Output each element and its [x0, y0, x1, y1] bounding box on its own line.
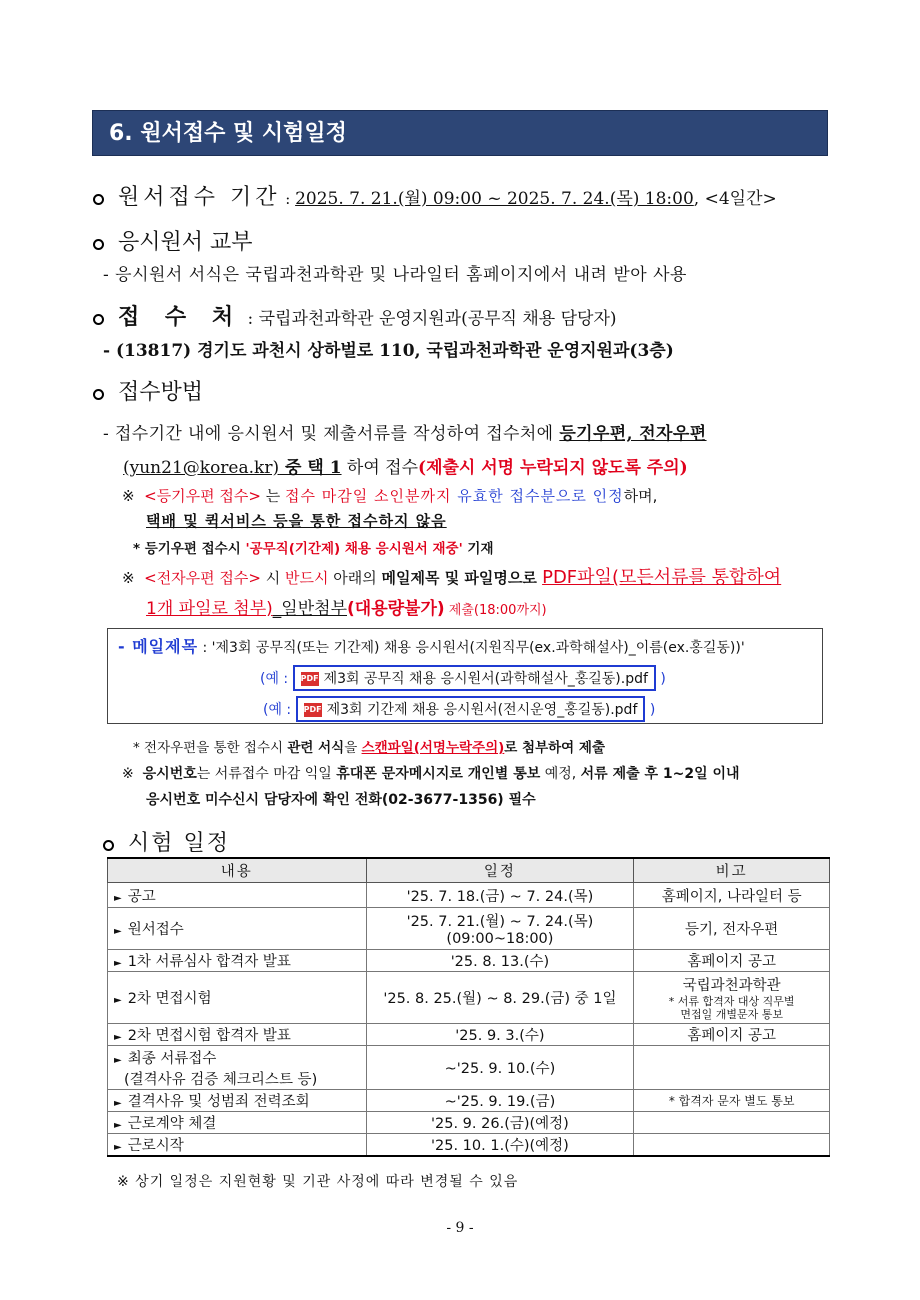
schedule-date: ~'25. 9. 10.(수): [366, 1046, 634, 1090]
reception-period-label: 원서접수 기간: [118, 185, 281, 210]
example-1: [260, 665, 666, 691]
note-text: 서류 제출 후 1~2일 이내: [580, 766, 740, 782]
mail-subject-line: [118, 634, 745, 657]
note-text: * 전자우편을 통한 접수시: [133, 740, 288, 756]
submit-deadline: 제출(18:00까지): [444, 603, 547, 618]
table-row: [108, 1134, 830, 1157]
triangle-icon: ►: [114, 995, 122, 1006]
schedule-note: [634, 1046, 830, 1090]
note-text: 휴대폰 문자메시지로 개인별 통보: [336, 766, 541, 782]
reference-mark: ※: [122, 766, 134, 782]
schedule-date: '25. 8. 13.(수): [366, 950, 634, 972]
schedule-item: 2차 면접시험: [127, 991, 212, 1007]
schedule-item: 근로계약 체결: [127, 1116, 217, 1132]
column-header: 일정: [366, 858, 634, 883]
no-large-file: (대용량불가): [347, 599, 445, 619]
reception-place-label: 접 수 처: [118, 304, 243, 330]
schedule-note: [634, 1112, 830, 1134]
schedule-date: '25. 9. 26.(금)(예정): [366, 1112, 634, 1134]
schedule-footnote: ※ 상기 일정은 지원현황 및 기관 사정에 따라 변경될 수 있음: [117, 1174, 519, 1190]
method-label: 접수방법: [118, 380, 204, 405]
method-para-2: [123, 453, 688, 478]
schedule-item-detail: (결격사유 검증 체크리스트 등): [124, 1071, 318, 1088]
table-header-row: [108, 858, 830, 883]
form-issue-heading: [93, 225, 253, 256]
note-text: 는: [260, 487, 286, 505]
postmark-deadline: 접수 마감일 소인분까지: [285, 487, 452, 505]
reception-address: - (13817) 경기도 과천시 상하벌로 110, 국립과천과학관 운영지원과(3층): [103, 341, 674, 361]
registered-mail-label-note: [133, 537, 494, 557]
schedule-note: 홈페이지 공고: [634, 950, 830, 972]
example-2: [263, 696, 655, 722]
table-row: [108, 1090, 830, 1112]
schedule-item: 결격사유 및 성범죄 전력조회: [127, 1094, 310, 1110]
note-text: 하며,: [623, 487, 658, 505]
schedule-item: 근로시작: [127, 1138, 184, 1154]
circle-bullet-icon: [93, 194, 104, 205]
reception-period-tail: , <4일간>: [693, 189, 777, 209]
reception-place-line: [93, 300, 617, 331]
schedule-table: [107, 857, 830, 1157]
scan-file-note: [133, 736, 605, 756]
schedule-item: 원서접수: [127, 922, 184, 938]
single-file: 1개 파일로 첨부): [146, 599, 273, 619]
triangle-icon: ►: [114, 1032, 122, 1043]
file-name: 제3회 공무직 채용 응시원서(과학해설사_홍길동).pdf: [323, 671, 648, 687]
mail-subject-box: [107, 628, 823, 724]
schedule-heading: [103, 826, 230, 857]
note-text: 시: [260, 569, 286, 587]
column-header: 비고: [634, 858, 830, 883]
envelope-label: '공무직(기간제) 채용 응시원서 재중': [245, 541, 463, 557]
note-text: 아래의: [328, 569, 382, 587]
schedule-date: '25. 9. 3.(수): [366, 1024, 634, 1046]
reception-place-value: : 국립과천과학관 운영지원과(공무직 채용 담당자): [242, 309, 617, 329]
table-row: [108, 1112, 830, 1134]
table-row: [108, 908, 830, 950]
table-row: [108, 972, 830, 1024]
note-text: 을: [344, 740, 362, 756]
schedule-item: 1차 서류심사 합격자 발표: [127, 954, 291, 970]
file-name: 제3회 기간제 채용 응시원서(전시운영_홍길동).pdf: [326, 702, 638, 718]
note-text: 로 첨부하여 제출: [504, 740, 605, 756]
circle-bullet-icon: [103, 840, 114, 851]
reception-period-line: [93, 180, 777, 211]
general-attach: _일반첨부: [272, 599, 347, 619]
schedule-date: '25. 7. 18.(금) ~ 7. 24.(목): [366, 883, 634, 908]
table-row: [108, 950, 830, 972]
schedule-item: 최종 서류접수: [127, 1050, 217, 1067]
schedule-note: 홈페이지, 나라일터 등: [634, 883, 830, 908]
registered-mail-note: [122, 485, 657, 506]
separator: :: [280, 190, 296, 208]
email-submission-note: [122, 563, 781, 589]
section-title: 6. 원서접수 및 시험일정: [109, 121, 347, 146]
schedule-note: 등기, 전자우편: [634, 908, 830, 950]
schedule-item: 공고: [127, 888, 156, 905]
schedule-note: [634, 1134, 830, 1157]
pdf-icon: PDF: [304, 703, 322, 717]
note-text: 기재: [462, 541, 494, 557]
column-header: 내용: [108, 858, 367, 883]
signature-warning: (제출시 서명 누락되지 않도록 주의): [418, 458, 688, 478]
method-channels: 등기우편, 전자우편: [559, 424, 707, 444]
method-para-1: [103, 419, 707, 444]
example-close: ): [645, 702, 656, 718]
must-text: 반드시: [285, 569, 329, 587]
mail-subject-format: : '제3회 공무직(또는 기간제) 채용 응시원서(지원직무(ex.과학해설사)_이름(ex.홍길동))': [198, 640, 745, 656]
example-close: ): [655, 671, 666, 687]
triangle-icon: ►: [114, 1054, 122, 1066]
schedule-note-detail: 면접일 개별문자 통보: [680, 1008, 783, 1021]
triangle-icon: ►: [114, 958, 122, 969]
schedule-item: 2차 면접시험 합격자 발표: [127, 1028, 291, 1044]
triangle-icon: ►: [114, 892, 122, 904]
circle-bullet-icon: [93, 239, 104, 250]
choose-one: 중 택 1: [279, 458, 342, 478]
note-text: 예정,: [540, 766, 581, 782]
schedule-label: 시험 일정: [128, 831, 231, 856]
note-text: 응시번호: [142, 766, 197, 782]
table-row: [108, 1046, 830, 1090]
email-submission-note-2: [146, 594, 547, 619]
email-address-link[interactable]: (yun21@korea.kr): [123, 458, 280, 478]
schedule-note-detail: * 서류 합격자 대상 직무별: [668, 995, 795, 1008]
note-text: 관련 서식: [287, 740, 345, 756]
note-text: 는 서류접수 마감 익일: [196, 766, 337, 782]
schedule-date: ~'25. 9. 19.(금): [366, 1090, 634, 1112]
schedule-date: '25. 10. 1.(수)(예정): [366, 1134, 634, 1157]
scan-file-warning: 스캔파일(서명누락주의): [361, 740, 505, 756]
table-row: [108, 1024, 830, 1046]
schedule-note: * 합격자 문자 별도 통보: [634, 1090, 830, 1112]
schedule-time: (09:00~18:00): [446, 931, 554, 947]
circle-bullet-icon: [93, 389, 104, 400]
method-text: - 접수기간 내에 응시원서 및 제출서류를 작성하여 접수처에: [103, 424, 560, 444]
schedule-date: '25. 8. 25.(월) ~ 8. 29.(금) 중 1일: [366, 972, 634, 1024]
schedule-note: 국립과천과학관: [682, 978, 781, 994]
example-file-1: [293, 665, 656, 691]
schedule-date: '25. 7. 21.(월) ~ 7. 24.(목): [406, 914, 594, 930]
triangle-icon: ►: [114, 1142, 122, 1153]
triangle-icon: ►: [114, 1098, 122, 1109]
method-text: 하여 접수: [341, 458, 419, 478]
applicant-number-note: [122, 763, 740, 783]
applicant-number-note-2: 응시번호 미수신시 담당자에 확인 전화(02-3677-1356) 필수: [146, 792, 536, 808]
registered-mail-tag: <등기우편 접수>: [144, 487, 261, 505]
triangle-icon: ►: [114, 1120, 122, 1131]
form-issue-label: 응시원서 교부: [118, 230, 253, 255]
reference-mark: ※: [122, 569, 135, 587]
reception-period-value: 2025. 7. 21.(월) 09:00 ~ 2025. 7. 24.(목) 18:00: [295, 189, 694, 209]
table-row: [108, 883, 830, 908]
valid-receipt: 유효한 접수분으로 인정: [451, 487, 624, 505]
reference-mark: ※: [122, 487, 135, 505]
pdf-icon: PDF: [301, 672, 319, 686]
no-courier-note: 택배 및 퀵서비스 등을 통한 접수하지 않음: [146, 512, 447, 530]
mail-subject-label: - 메일제목: [118, 637, 199, 656]
example-open: (예 :: [263, 702, 296, 718]
triangle-icon: ►: [114, 926, 122, 937]
schedule-note: 홈페이지 공고: [634, 1024, 830, 1046]
example-open: (예 :: [260, 671, 293, 687]
example-file-2: [296, 696, 646, 722]
email-mail-tag: <전자우편 접수>: [144, 569, 261, 587]
pdf-requirement: PDF파일(모든서류를 통합하여: [542, 567, 782, 588]
form-issue-desc: - 응시원서 서식은 국립과천과학관 및 나라일터 홈페이지에서 내려 받아 사용: [103, 265, 687, 285]
note-text: 메일제목 및 파일명으로: [381, 569, 543, 587]
note-text: * 등기우편 접수시: [133, 541, 246, 557]
method-heading: [93, 375, 203, 406]
circle-bullet-icon: [93, 314, 104, 325]
page-number: - 9 -: [446, 1220, 474, 1236]
section-header: [92, 110, 828, 156]
